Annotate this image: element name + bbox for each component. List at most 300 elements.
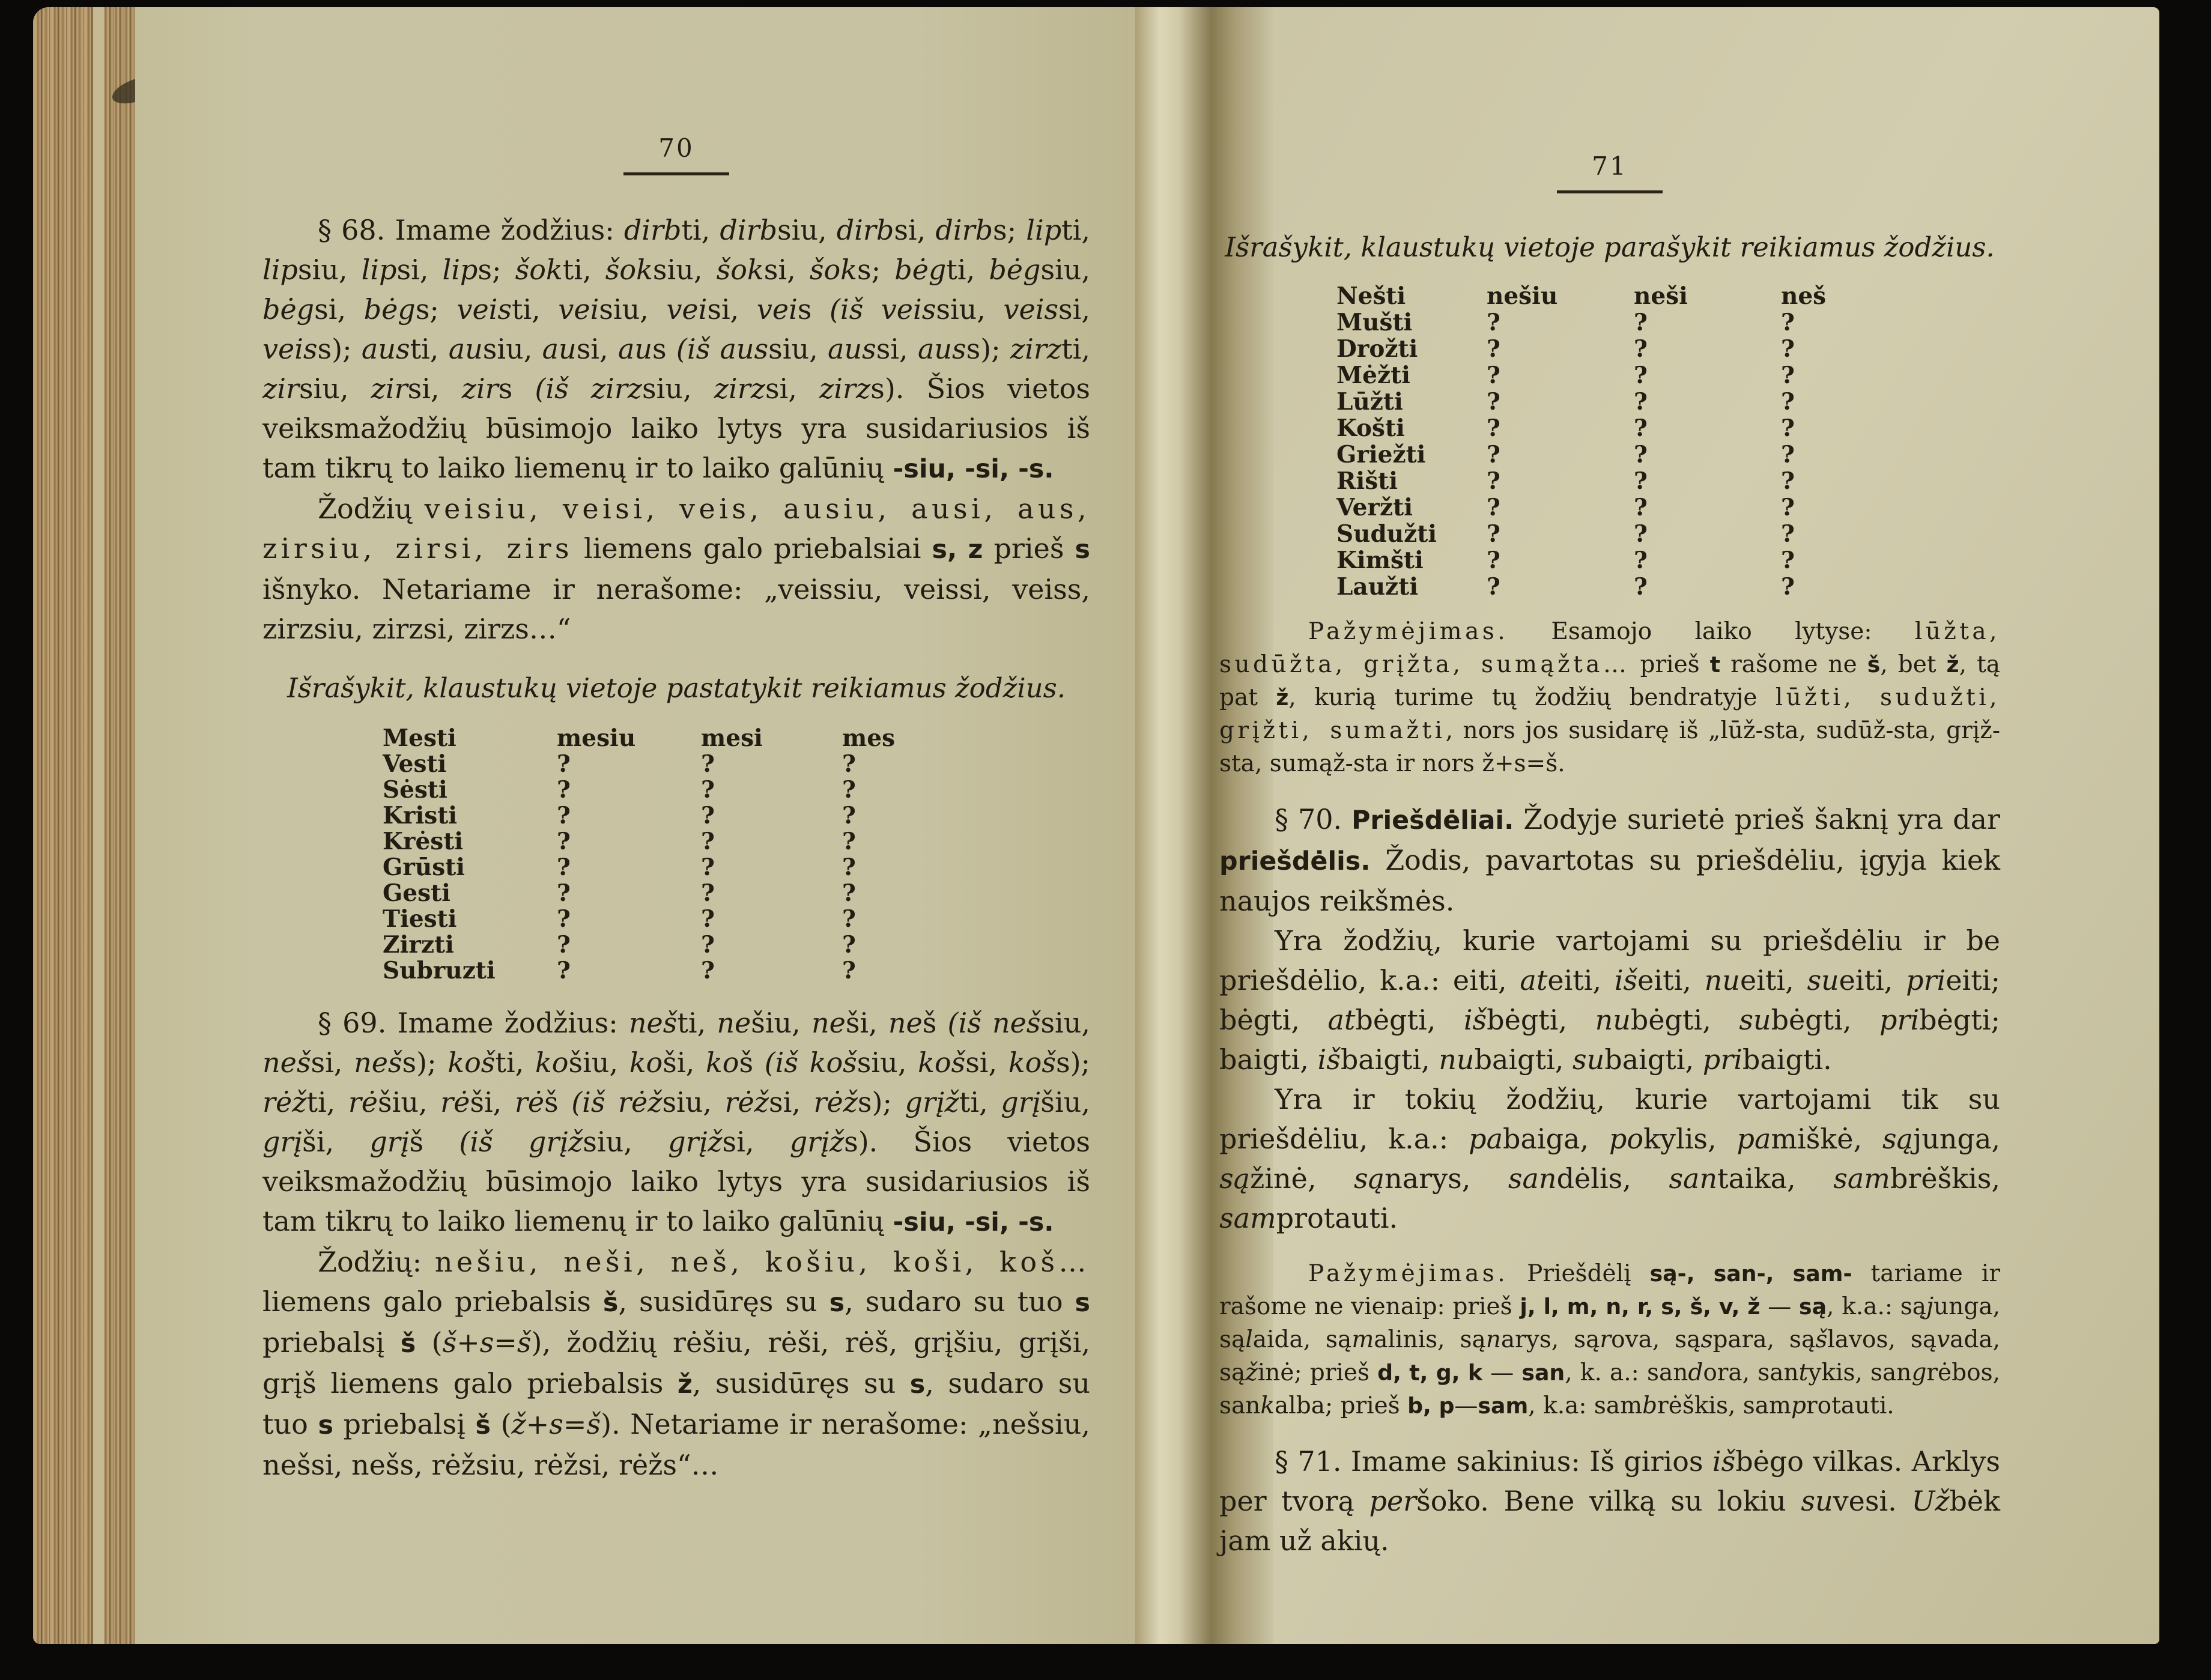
verb-cell: Tiesti <box>383 905 457 933</box>
text: siu, <box>662 1086 725 1118</box>
text: siu, <box>768 333 828 365</box>
text: si, <box>765 372 820 405</box>
text: s). <box>844 1126 914 1158</box>
italic-text: t <box>1798 1359 1809 1386</box>
italic-text: v <box>1937 1326 1950 1353</box>
italic-text: pri <box>1702 1043 1742 1076</box>
question-mark-cell: ? <box>701 957 715 984</box>
bold-text: s <box>829 1288 845 1318</box>
question-mark-cell: ? <box>701 750 715 778</box>
text: ši, <box>663 1046 706 1079</box>
italic-text: dirb <box>836 214 894 246</box>
italic-text: ž <box>1245 1359 1258 1386</box>
text: priebalsį <box>262 1326 401 1359</box>
bold-text: priešdėlis. <box>1219 846 1371 876</box>
italic-text: su <box>1807 964 1839 996</box>
text: šiu, <box>751 1007 811 1039</box>
italic-text: dirb <box>935 214 993 246</box>
note-paragraph <box>1219 1257 2000 1422</box>
italic-text: k <box>1260 1392 1275 1419</box>
verb-cell: Kimšti <box>1336 547 1424 574</box>
text: dėlis, <box>1556 1162 1669 1195</box>
italic-text: są <box>1882 1123 1913 1155</box>
table-row <box>383 802 1090 828</box>
bold-text: ž <box>1276 685 1289 711</box>
text: , k.a.: są <box>1827 1293 1927 1320</box>
italic-text: grį <box>262 1126 303 1158</box>
text: s); <box>317 333 362 365</box>
question-mark-cell: nešiu <box>1487 282 1558 310</box>
text: si, <box>965 1046 1008 1079</box>
text: ( <box>416 1326 443 1359</box>
italic-text: au <box>617 333 652 365</box>
italic-text: iš <box>1317 1043 1341 1076</box>
italic-text: koš <box>447 1046 496 1079</box>
text: arys, są <box>1500 1326 1600 1353</box>
table-row <box>1336 335 2000 362</box>
text: siu, <box>482 333 542 365</box>
italic-text: są <box>1219 1162 1251 1195</box>
paragraph <box>262 1242 1090 1485</box>
verb-cell: Sėsti <box>383 776 447 804</box>
text: s <box>498 372 535 405</box>
question-mark-cell: ? <box>1781 547 1795 574</box>
text: siu, <box>1040 1007 1091 1039</box>
italic-text: neš <box>628 1007 678 1039</box>
text: si, <box>769 1086 814 1118</box>
table-row <box>1336 309 2000 335</box>
question-mark-cell: ? <box>1781 388 1795 416</box>
verb-cell: Griežti <box>1336 441 1426 469</box>
question-mark-cell: ? <box>1781 414 1795 442</box>
paragraph <box>262 210 1090 489</box>
italic-text: iš <box>1712 1445 1736 1478</box>
question-mark-cell: ? <box>557 931 571 959</box>
italic-text: zirz <box>714 372 765 405</box>
question-mark-cell: ? <box>701 828 715 855</box>
text: si, <box>576 333 618 365</box>
text: kylis, <box>1643 1123 1737 1155</box>
italic-text: per <box>1369 1485 1417 1517</box>
question-mark-cell: ? <box>1634 309 1648 336</box>
question-mark-cell: ? <box>557 828 571 855</box>
question-mark-cell: ? <box>557 776 571 804</box>
italic-text: šok <box>716 253 764 286</box>
verb-table <box>1336 282 2000 599</box>
italic-text: ne <box>717 1007 751 1039</box>
text: tariame ir rašome ne vienaip: prieš <box>1219 1260 2000 1320</box>
text: Esamojo laiko lytyse: <box>1508 618 1915 645</box>
verb-cell: Krėsti <box>383 828 464 855</box>
italic-text: san <box>1508 1162 1557 1195</box>
text: , susidūręs su <box>618 1285 830 1318</box>
table-row <box>1336 494 2000 520</box>
text: taika, <box>1717 1162 1834 1195</box>
question-mark-cell: mesi <box>701 724 763 752</box>
italic-text: zir <box>262 372 299 405</box>
verb-cell: Grūsti <box>383 854 465 881</box>
text: protauti. <box>1276 1202 1398 1234</box>
text: Išrašykit, klaustukų vietoje parašykit reikiamus žodžius. <box>1225 231 1995 263</box>
page-number-value: 71 <box>1557 151 1662 193</box>
italic-text: nu <box>1439 1043 1475 1076</box>
question-mark-cell: ? <box>1634 467 1648 495</box>
text: siu, <box>642 372 714 405</box>
verb-cell: Sudužti <box>1336 520 1437 548</box>
text: , nors jos susidarę iš „lūž-sta, sudūž-sta, grįž-sta, sumąž-sta ir nors ž+s=š. <box>1219 717 2000 777</box>
text: šiu, <box>568 1046 629 1079</box>
bold-text: -siu, -si, -s. <box>893 454 1054 484</box>
italic-text: (iš zirz <box>535 372 643 405</box>
text: si, <box>396 253 443 286</box>
italic-text: š <box>1815 1326 1828 1353</box>
text: s). <box>870 372 927 405</box>
question-mark-cell: ? <box>701 776 715 804</box>
text: Priešdėlį <box>1508 1260 1650 1287</box>
text: š <box>922 1007 948 1039</box>
text: ova, są <box>1611 1326 1701 1353</box>
table-row <box>1336 441 2000 467</box>
text: si, <box>763 253 810 286</box>
text: Šios vietos veiksmažodžių būsimojo laiko lytys yra susidariusios iš tam tikrų to laiko liemenų ir to laiko galūnių <box>262 372 1090 484</box>
text: ), žodžių rėšiu, rėši, rėš, grįšiu, grįši, grįš liemens galo priebalsis <box>262 1326 1090 1399</box>
question-mark-cell: ? <box>1634 441 1648 469</box>
verb-cell: Zirzti <box>383 931 454 959</box>
text: eiti, <box>1547 964 1615 996</box>
bold-text: san <box>1521 1360 1565 1386</box>
text: siu, <box>777 214 837 246</box>
text: šiu, <box>378 1086 441 1118</box>
bold-text: b, p <box>1407 1393 1455 1419</box>
text: s; <box>993 214 1027 246</box>
text: baigti, <box>1474 1043 1573 1076</box>
question-mark-cell: ? <box>842 828 856 855</box>
bold-text: d, t, g, k <box>1377 1360 1483 1386</box>
text: bėgti, <box>1771 1004 1880 1036</box>
text: Žodis, pavartotas su priešdėliu, įgyja kiek naujos reikšmės. <box>1219 844 2000 917</box>
question-mark-cell: ? <box>1781 362 1795 389</box>
spaced-text: lūžta, sudūžta, grįžta, sumąžta… <box>1219 618 2000 678</box>
text: ti, <box>306 1086 348 1118</box>
table-row <box>1336 388 2000 414</box>
question-mark-cell: ? <box>1487 520 1500 548</box>
italic-text: š+s=š <box>442 1326 532 1359</box>
question-mark-cell: ? <box>557 905 571 933</box>
italic-text: lip <box>1026 214 1062 246</box>
text: rašome ne <box>1720 651 1867 678</box>
italic-text: lip <box>442 253 478 286</box>
text: siu, <box>583 1126 669 1158</box>
italic-text: neš <box>262 1046 311 1079</box>
question-mark-cell: ? <box>1634 520 1648 548</box>
bold-text: -siu, -si, -s. <box>893 1207 1054 1237</box>
text: priebalsį <box>333 1408 476 1440</box>
question-mark-cell: ? <box>1487 467 1500 495</box>
verb-cell: Subruzti <box>383 957 496 984</box>
text: s; <box>415 293 457 326</box>
text: bėgti, <box>1487 1004 1595 1036</box>
text: siu, <box>936 293 1004 326</box>
italic-text: l <box>1245 1326 1253 1353</box>
text: rėbos, san <box>1219 1359 2000 1419</box>
text: — <box>1454 1392 1478 1419</box>
text: ti, <box>677 1007 717 1039</box>
page-edge-stack <box>33 7 93 1644</box>
italic-text: rė <box>440 1086 470 1118</box>
question-mark-cell: ? <box>1634 414 1648 442</box>
question-mark-cell: ? <box>557 802 571 829</box>
italic-text: šok <box>809 253 858 286</box>
note-paragraph <box>1219 615 2000 780</box>
question-mark-cell: ? <box>1487 362 1500 389</box>
italic-text: aus <box>917 333 966 365</box>
question-mark-cell: ? <box>701 802 715 829</box>
text: , susidūręs su <box>692 1367 910 1399</box>
italic-text: at <box>1327 1004 1356 1036</box>
bold-text: š <box>602 1288 619 1318</box>
page-number-value: 70 <box>623 133 729 175</box>
text: ). Netariame ir nerašome: „nešsiu, nešsi, nešs, rėžsiu, rėžsi, rėžs“… <box>262 1408 1090 1481</box>
text: siu, <box>857 1046 918 1079</box>
table-row <box>383 854 1090 879</box>
question-mark-cell: ? <box>1487 335 1500 363</box>
spaced-text: nešiu, neši, neš, košiu, koši, koš… <box>434 1246 1090 1278</box>
spaced-text: Pažymėjimas. <box>1308 1260 1509 1287</box>
text: ( <box>490 1408 512 1440</box>
text: § 68. Imame žodžius: <box>318 214 624 246</box>
italic-text: rėž <box>724 1086 769 1118</box>
italic-text: rė <box>514 1086 545 1118</box>
verb-cell: Rišti <box>1336 467 1398 495</box>
text: s); <box>1055 1046 1091 1079</box>
question-mark-cell: ? <box>557 879 571 907</box>
bold-text: są-, san-, sam- <box>1649 1261 1852 1287</box>
text: , k.a: sam <box>1528 1392 1643 1419</box>
exercise-heading <box>1219 228 2000 267</box>
text: šoko. Bene vilką su lokiu <box>1416 1485 1801 1517</box>
text: bėk jam už akių. <box>1219 1485 2000 1557</box>
text: bėgti, <box>1355 1004 1464 1036</box>
question-mark-cell: ? <box>842 879 856 907</box>
italic-text: rė <box>348 1086 378 1118</box>
bold-text: ž <box>677 1369 693 1399</box>
text: lavos, są <box>1827 1326 1937 1353</box>
verb-cell: Vesti <box>383 750 447 778</box>
verb-cell: Lūžti <box>1336 388 1403 416</box>
question-mark-cell: ? <box>842 854 856 881</box>
question-mark-cell: ? <box>557 854 571 881</box>
italic-text: pa <box>1469 1123 1503 1155</box>
italic-text: sam <box>1219 1202 1276 1234</box>
page-70-content <box>262 210 1090 1485</box>
text: Žodžių <box>318 493 425 525</box>
text: liemens galo priebalsiai <box>572 532 932 565</box>
page-70 <box>262 133 1090 1485</box>
text: narys, <box>1385 1162 1508 1195</box>
text: siu, <box>299 372 371 405</box>
spaced-text: Pažymėjimas. <box>1308 618 1509 645</box>
table-row <box>383 750 1090 776</box>
bold-text: s <box>909 1369 926 1399</box>
italic-text: veis <box>456 293 512 326</box>
text: bėgti, <box>1630 1004 1739 1036</box>
question-mark-cell: ? <box>1487 309 1500 336</box>
verb-cell: Gesti <box>383 879 450 907</box>
italic-text: (iš grįž <box>459 1126 583 1158</box>
question-mark-cell: ? <box>842 776 856 804</box>
paragraph <box>262 1003 1090 1242</box>
text: junga, <box>1912 1123 2000 1155</box>
question-mark-cell: ? <box>1487 573 1500 601</box>
text: si, <box>876 333 918 365</box>
page-edge-flat <box>93 7 104 1644</box>
italic-text: grįž <box>905 1086 959 1118</box>
italic-text: (iš neš <box>947 1007 1041 1039</box>
text: ti, <box>410 333 449 365</box>
text: ti, <box>562 253 605 286</box>
italic-text: są <box>1354 1162 1385 1195</box>
italic-text: bėg <box>894 253 947 286</box>
paragraph <box>262 489 1090 649</box>
text: baigti, <box>1604 1043 1703 1076</box>
text: ada, są <box>1219 1326 2001 1386</box>
question-mark-cell: ? <box>1781 309 1795 336</box>
text: s; <box>478 253 515 286</box>
question-mark-cell: ? <box>1487 547 1500 574</box>
text: eiti, <box>1839 964 1906 996</box>
table-row <box>1336 362 2000 388</box>
italic-text: dirb <box>720 214 778 246</box>
text: si, <box>722 1126 790 1158</box>
text: s); <box>402 1046 448 1079</box>
verb-table <box>383 724 1090 983</box>
text: rotauti. <box>1806 1392 1894 1419</box>
question-mark-cell: mes <box>842 724 896 752</box>
italic-text: pa <box>1736 1123 1771 1155</box>
text: ti, <box>495 1046 535 1079</box>
question-mark-cell: ? <box>1781 335 1795 363</box>
question-mark-cell: mesiu <box>557 724 636 752</box>
verb-cell: Mesti <box>383 724 456 752</box>
italic-text: sam <box>1833 1162 1890 1195</box>
italic-text: m <box>1351 1326 1374 1353</box>
text: vesi. <box>1833 1485 1912 1517</box>
text: si, <box>894 214 936 246</box>
bold-text: s <box>318 1410 333 1440</box>
text: išnyko. Netariame ir nerašome: „veissiu, veissi, veiss, zirzsiu, zirzsi, zirzs…“ <box>262 573 1090 645</box>
italic-text: veis <box>262 333 318 365</box>
table-header-row <box>383 724 1090 750</box>
bold-text: sam <box>1478 1393 1529 1419</box>
question-mark-cell: ? <box>1487 388 1500 416</box>
text: Žodžių: <box>318 1246 435 1278</box>
text: brėškis, <box>1890 1162 2000 1195</box>
italic-text: pri <box>1906 964 1946 996</box>
italic-text: bėg <box>989 253 1041 286</box>
italic-text: ko <box>535 1046 569 1079</box>
exercise-heading <box>262 669 1090 708</box>
italic-text: aus <box>828 333 876 365</box>
table-row <box>383 879 1090 905</box>
italic-text: lip <box>361 253 397 286</box>
italic-text: zirz <box>819 372 871 405</box>
italic-text: vei <box>666 293 708 326</box>
table-row <box>1336 467 2000 494</box>
italic-text: iš <box>1614 964 1638 996</box>
italic-text: po <box>1609 1123 1644 1155</box>
text: ši, <box>302 1126 370 1158</box>
italic-text: šok <box>515 253 563 286</box>
italic-text: s <box>1700 1326 1713 1353</box>
italic-text: grįž <box>789 1126 845 1158</box>
italic-text: Už <box>1911 1485 1950 1517</box>
text: eiti, <box>1739 964 1807 996</box>
table-row <box>1336 547 2000 573</box>
paragraph <box>1219 921 2000 1079</box>
italic-text: šok <box>605 253 653 286</box>
verb-cell: Laužti <box>1336 573 1419 601</box>
text: ti, <box>1061 214 1090 246</box>
italic-text: ko <box>629 1046 663 1079</box>
italic-text: vei <box>558 293 599 326</box>
text: aida, są <box>1252 1326 1352 1353</box>
italic-text: ž+s=š <box>511 1408 601 1440</box>
question-mark-cell: ? <box>1487 494 1500 521</box>
verb-cell: Mėžti <box>1336 362 1410 389</box>
question-mark-cell: ? <box>1487 414 1500 442</box>
text: alinis, są <box>1374 1326 1486 1353</box>
text: , k. a.: san <box>1565 1359 1688 1386</box>
italic-text: at <box>1520 964 1548 996</box>
question-mark-cell: ? <box>842 931 856 959</box>
bold-text: Priešdėliai. <box>1351 805 1514 835</box>
table-row <box>1336 573 2000 599</box>
bold-text: są <box>1798 1294 1827 1320</box>
italic-text: j <box>1926 1293 1934 1320</box>
page-number <box>262 133 1090 175</box>
italic-text: zir <box>461 372 499 405</box>
italic-text: nu <box>1704 964 1740 996</box>
question-mark-cell: ? <box>1487 441 1500 469</box>
text: si, <box>407 372 462 405</box>
text: prieš <box>1630 651 1710 678</box>
paragraph <box>1219 1442 2000 1560</box>
text: liemens galo priebalsis <box>262 1285 603 1318</box>
question-mark-cell: ? <box>842 802 856 829</box>
text: s <box>797 293 830 326</box>
italic-text: su <box>1573 1043 1605 1076</box>
italic-text: lip <box>262 253 298 286</box>
text: š <box>544 1086 572 1118</box>
question-mark-cell: ? <box>1781 467 1795 495</box>
text: inė; prieš <box>1257 1359 1378 1386</box>
text: § 69. Imame žodžius: <box>318 1007 629 1039</box>
text: si, <box>314 293 364 326</box>
text: — <box>1760 1293 1799 1320</box>
italic-text: rėž <box>813 1086 858 1118</box>
italic-text: bėg <box>262 293 315 326</box>
italic-text: grįž <box>668 1126 723 1158</box>
table-row <box>1336 414 2000 441</box>
text: si, <box>707 293 757 326</box>
italic-text: aus <box>361 333 410 365</box>
text: si, <box>311 1046 354 1079</box>
verb-cell: Kristi <box>383 802 458 829</box>
italic-text: vei <box>756 293 798 326</box>
italic-text: r <box>1600 1326 1612 1353</box>
text: alba; prieš <box>1275 1392 1408 1419</box>
text: rėškis, sam <box>1657 1392 1792 1419</box>
